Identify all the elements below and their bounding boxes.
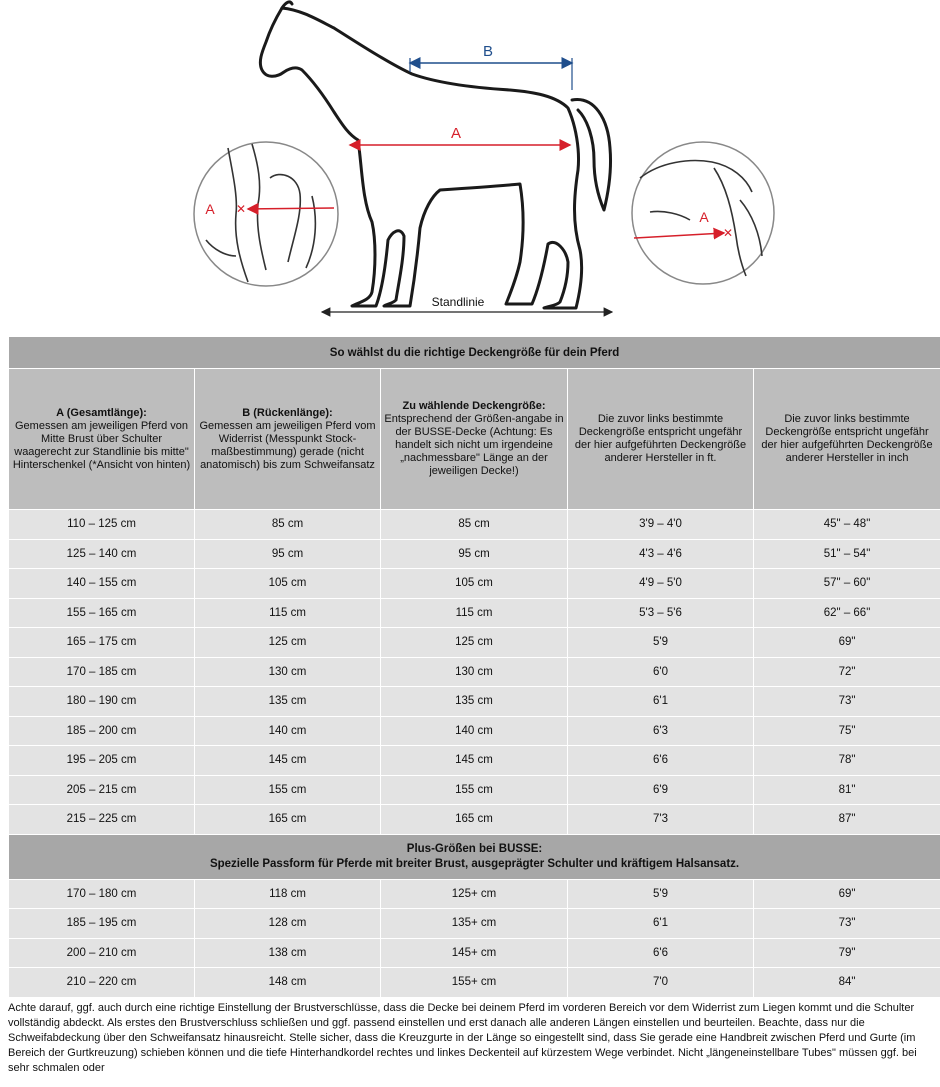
table-row — [9, 657, 940, 687]
table-cell: 170 – 180 cm — [9, 879, 195, 909]
table-cell: 130 cm — [195, 657, 381, 687]
table-cell: 148 cm — [195, 968, 381, 998]
table-row — [9, 879, 940, 909]
table-cell: 6'3 — [568, 716, 754, 746]
table-row — [9, 539, 940, 569]
table-cell: 57" – 60" — [754, 569, 940, 599]
table-cell: 145 cm — [195, 746, 381, 776]
table-cell: 95 cm — [195, 539, 381, 569]
table-cell: 170 – 185 cm — [9, 657, 195, 687]
table-cell: 78" — [754, 746, 940, 776]
table-cell: 195 – 205 cm — [9, 746, 195, 776]
table-cell: 6'0 — [568, 657, 754, 687]
table-row — [9, 598, 940, 628]
header-size: Zu wählende Deckengröße: Entsprechend der Größen-angabe in der BUSSE-Decke (Achtung: Es handelt sich nicht um irgendeine „nachmessbare" Länge an der jeweiligen Decke!) — [381, 369, 568, 510]
table-cell: 140 cm — [195, 716, 381, 746]
table-cell: 85 cm — [195, 510, 381, 540]
table-cell: 185 – 195 cm — [9, 909, 195, 939]
table-row — [9, 628, 940, 658]
measure-b-label: B — [482, 43, 494, 60]
table-cell: 95 cm — [381, 539, 568, 569]
header-a: A (Gesamtlänge): Gemessen am jeweiligen Pferd von Mitte Brust über Schulter waagerecht zur Standlinie bis mitte" Hinterschenkel (*Ansicht von hinten) — [9, 369, 195, 510]
table-cell: 75" — [754, 716, 940, 746]
horse-measurement-diagram — [0, 0, 940, 330]
table-cell: 205 – 215 cm — [9, 775, 195, 805]
table-cell: 45" – 48" — [754, 510, 940, 540]
header-ft: Die zuvor links bestimmte Deckengröße entspricht ungefähr der hier aufgeführten Deckengröße anderer Hersteller in ft. — [568, 369, 754, 510]
chest-a-label: A — [205, 201, 215, 217]
hind-detail-circle — [632, 142, 774, 284]
table-cell: 4'3 – 4'6 — [568, 539, 754, 569]
table-row — [9, 968, 940, 998]
fitting-note: Achte darauf, ggf. auch durch eine richtige Einstellung der Brustverschlüsse, dass die Decke bei deinem Pferd im vorderen Bereich vor dem Widerrist zum Liegen kommt und die Schulter vollständig abdeckt. Als erstes den Brustverschluss schließen und ggf. passend einstellen und erst danach alle anderen Längen einstellen und beurteilen. Beachte, dass nur die Schweifabdeckung über den Schweifansatz hinausreicht. Stelle sicher, dass die Kreuzgurte in der Länge so eingestellt sind, dass Sie gerade eine Handbreit zwischen Pferd und Gurte (im Bereich der Gurtkreuzung) schieben können und die tiefe Hinterhandkordel rechtes und linkes Deckenteil auf kürzestem Wege verbindet. Nicht „längeneinstellbare Tubes" müssen ggf. bei sehr schmalen oder — [8, 1002, 917, 1074]
svg-text:✕: ✕ — [235, 202, 247, 216]
table-cell: 6'9 — [568, 775, 754, 805]
table-cell: 69" — [754, 879, 940, 909]
table-cell: 110 – 125 cm — [9, 510, 195, 540]
table-cell: 180 – 190 cm — [9, 687, 195, 717]
table-cell: 145+ cm — [381, 938, 568, 968]
table-cell: 165 cm — [381, 805, 568, 835]
svg-text:✕: ✕ — [722, 226, 734, 240]
table-cell: 155 cm — [381, 775, 568, 805]
table-cell: 6'6 — [568, 746, 754, 776]
table-row — [9, 805, 940, 835]
table-cell: 87" — [754, 805, 940, 835]
table-header-row — [9, 369, 940, 510]
table-cell: 115 cm — [381, 598, 568, 628]
size-table — [8, 336, 940, 998]
table-cell: 7'3 — [568, 805, 754, 835]
table-cell: 128 cm — [195, 909, 381, 939]
table-cell: 81" — [754, 775, 940, 805]
table-row — [9, 746, 940, 776]
table-row — [9, 909, 940, 939]
table-title: So wählst du die richtige Deckengröße für dein Pferd — [9, 337, 940, 369]
table-cell: 200 – 210 cm — [9, 938, 195, 968]
table-cell: 215 – 225 cm — [9, 805, 195, 835]
plus-table-body — [9, 879, 940, 997]
table-cell: 69" — [754, 628, 940, 658]
table-cell: 6'1 — [568, 687, 754, 717]
table-cell: 6'6 — [568, 938, 754, 968]
table-cell: 73" — [754, 687, 940, 717]
table-cell: 140 cm — [381, 716, 568, 746]
table-cell: 105 cm — [381, 569, 568, 599]
table-cell: 5'9 — [568, 628, 754, 658]
table-cell: 5'3 – 5'6 — [568, 598, 754, 628]
table-cell: 79" — [754, 938, 940, 968]
table-cell: 155+ cm — [381, 968, 568, 998]
measure-a-label: A — [450, 125, 462, 142]
table-cell: 7'0 — [568, 968, 754, 998]
table-cell: 145 cm — [381, 746, 568, 776]
table-cell: 130 cm — [381, 657, 568, 687]
table-body — [9, 510, 940, 835]
table-cell: 135 cm — [195, 687, 381, 717]
table-cell: 135 cm — [381, 687, 568, 717]
table-cell: 62" – 66" — [754, 598, 940, 628]
table-cell: 135+ cm — [381, 909, 568, 939]
table-cell: 125 cm — [195, 628, 381, 658]
header-inch: Die zuvor links bestimmte Deckengröße entspricht ungefähr der hier aufgeführten Deckengröße anderer Hersteller in inch — [754, 369, 940, 510]
table-cell: 155 cm — [195, 775, 381, 805]
table-row — [9, 687, 940, 717]
table-cell: 84" — [754, 968, 940, 998]
plus-size-header-row — [9, 834, 940, 879]
table-cell: 125 cm — [381, 628, 568, 658]
table-cell: 85 cm — [381, 510, 568, 540]
table-cell: 73" — [754, 909, 940, 939]
table-cell: 51" – 54" — [754, 539, 940, 569]
table-cell: 3'9 – 4'0 — [568, 510, 754, 540]
table-row — [9, 510, 940, 540]
table-cell: 125+ cm — [381, 879, 568, 909]
table-cell: 105 cm — [195, 569, 381, 599]
table-cell: 118 cm — [195, 879, 381, 909]
table-cell: 5'9 — [568, 879, 754, 909]
table-cell: 155 – 165 cm — [9, 598, 195, 628]
table-cell: 165 – 175 cm — [9, 628, 195, 658]
table-cell: 6'1 — [568, 909, 754, 939]
ground-label: Standlinie — [431, 295, 485, 309]
hind-a-label: A — [699, 209, 709, 225]
header-b: B (Rückenlänge): Gemessen am jeweiligen Pferd vom Widerrist (Messpunkt Stock-maßbestimmung) gerade (nicht anatomisch) bis zum Schweifansatz — [195, 369, 381, 510]
table-row — [9, 569, 940, 599]
table-row — [9, 716, 940, 746]
plus-size-header: Plus-Größen bei BUSSE: Spezielle Passform für Pferde mit breiter Brust, ausgeprägter Schulter und kräftigem Halsansatz. — [9, 834, 940, 879]
chest-detail-circle — [194, 142, 338, 286]
table-cell: 210 – 220 cm — [9, 968, 195, 998]
table-cell: 4'9 – 5'0 — [568, 569, 754, 599]
table-row — [9, 938, 940, 968]
table-title-row — [9, 337, 940, 369]
table-cell: 138 cm — [195, 938, 381, 968]
table-cell: 115 cm — [195, 598, 381, 628]
table-cell: 125 – 140 cm — [9, 539, 195, 569]
table-cell: 165 cm — [195, 805, 381, 835]
table-row — [9, 775, 940, 805]
table-cell: 72" — [754, 657, 940, 687]
table-cell: 185 – 200 cm — [9, 716, 195, 746]
table-cell: 140 – 155 cm — [9, 569, 195, 599]
